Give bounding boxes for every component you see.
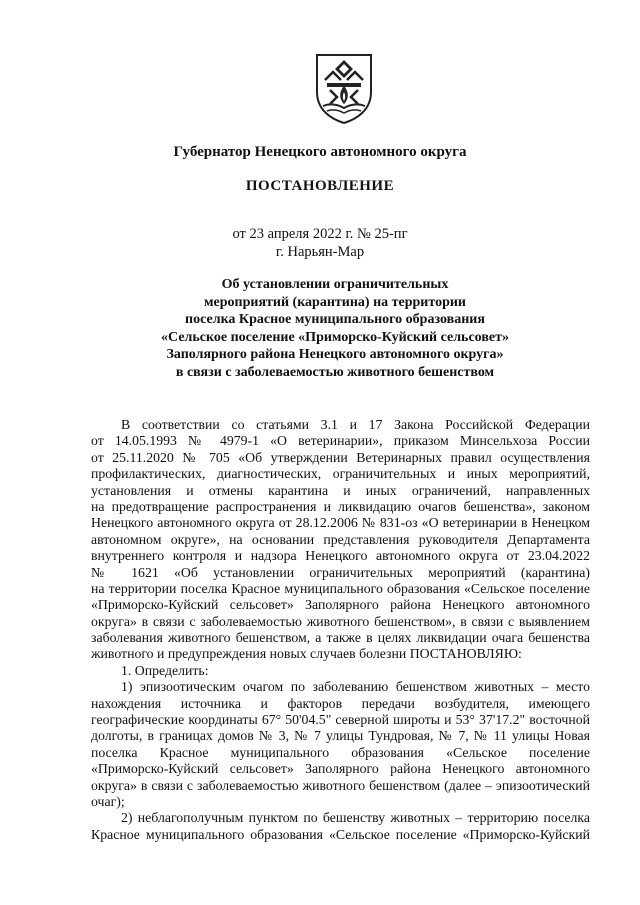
body-line: долготы, в границах домов № 3, № 7 улицы Тундровая, № 7, № 11 улицы Новая [91,728,590,744]
document-title [100,276,570,381]
body-line: Красное муниципального образования «Сельское поселение «Приморско-Куйский [91,826,590,842]
body-line: Ненецкого автономного округа от 28.12.2006 № 831-оз «О ветеринарии в Ненецком [91,515,590,531]
body-line: В соответствии со статьями 3.1 и 17 Закона Российской Федерации [121,417,590,432]
body-line: географические координаты 67° 50'04.5" северной широты и 53° 37'17.2" восточной [91,712,590,728]
body-line: № 1621 «Об установлении ограничительных мероприятий (карантина) [91,564,590,580]
body-line: от 14.05.1993 № 4979-1 «О ветеринарии», приказом Минсельхоза России [91,433,590,449]
body-line: нахождения источника и факторов передачи возбудителя, имеющего [91,695,590,711]
body-line: профилактических, диагностических, ограничительных и иных мероприятий, [91,466,590,482]
body-line: от 25.11.2020 № 705 «Об утверждении Ветеринарных правил осуществления [91,449,590,465]
body-line: поселка Красное муниципального образования «Сельское поселение [91,744,590,760]
title-line: поселка Красное муниципального образования [185,312,485,327]
title-line: «Сельское поселение «Приморско-Куйский сельсовет» [161,329,509,345]
issuing-authority: Губернатор Ненецкого автономного округа [173,144,467,160]
body-line: автономном округе», на основании представления руководителя Департамента [91,531,590,547]
body-line: внутреннего контроля и надзора Ненецкого автономного округа от 23.04.2022 [91,548,590,564]
title-line: мероприятий (карантина) на территории [204,294,466,310]
body-line: на предотвращение распространения и ликвидацию очагов бешенства», законом [91,498,590,514]
document-date-number: от 23 апреля 2022 г. № 25-пг [232,226,408,242]
body-line: 2) неблагополучным пунктом по бешенству животных – территорию поселка [121,810,590,826]
body-line: на территории поселка Красное муниципального образования «Сельское поселение [91,580,590,596]
body-line: очаг); [91,793,125,809]
title-line: Об установлении ограничительных [221,277,449,292]
document-body [91,417,590,843]
body-line: 1) эпизоотическим очагом по заболеванию бешенством животных – место [121,679,590,695]
coat-of-arms-emblem [313,52,375,124]
body-line: «Приморско-Куйский сельсовет» Заполярного района Ненецкого автономного [91,597,590,613]
body-line: заболевания животного бешенством, а также в целях ликвидации очага бешенства [91,630,590,646]
body-line: округа» в связи с заболеваемостью животного бешенством», в связи с выявлением [91,613,590,629]
document-type: ПОСТАНОВЛЕНИЕ [245,178,395,194]
body-line: 1. Определить: [121,662,209,678]
body-line: округа» в связи с заболеваемостью животного бешенством (далее – эпизоотический [91,777,590,793]
body-line: установления и отмены карантина и иных ограничений, направленных [91,482,590,498]
title-line: в связи с заболеваемостью животного бешенством [175,364,495,380]
document-city: г. Нарьян-Мар [275,244,365,260]
body-line: «Приморско-Куйский сельсовет» Заполярного района Ненецкого автономного [91,761,590,777]
body-line: животного и предупреждения новых случаев болезни ПОСТАНОВЛЯЮ: [91,646,522,662]
title-line: Заполярного района Ненецкого автономного округа» [166,347,504,362]
